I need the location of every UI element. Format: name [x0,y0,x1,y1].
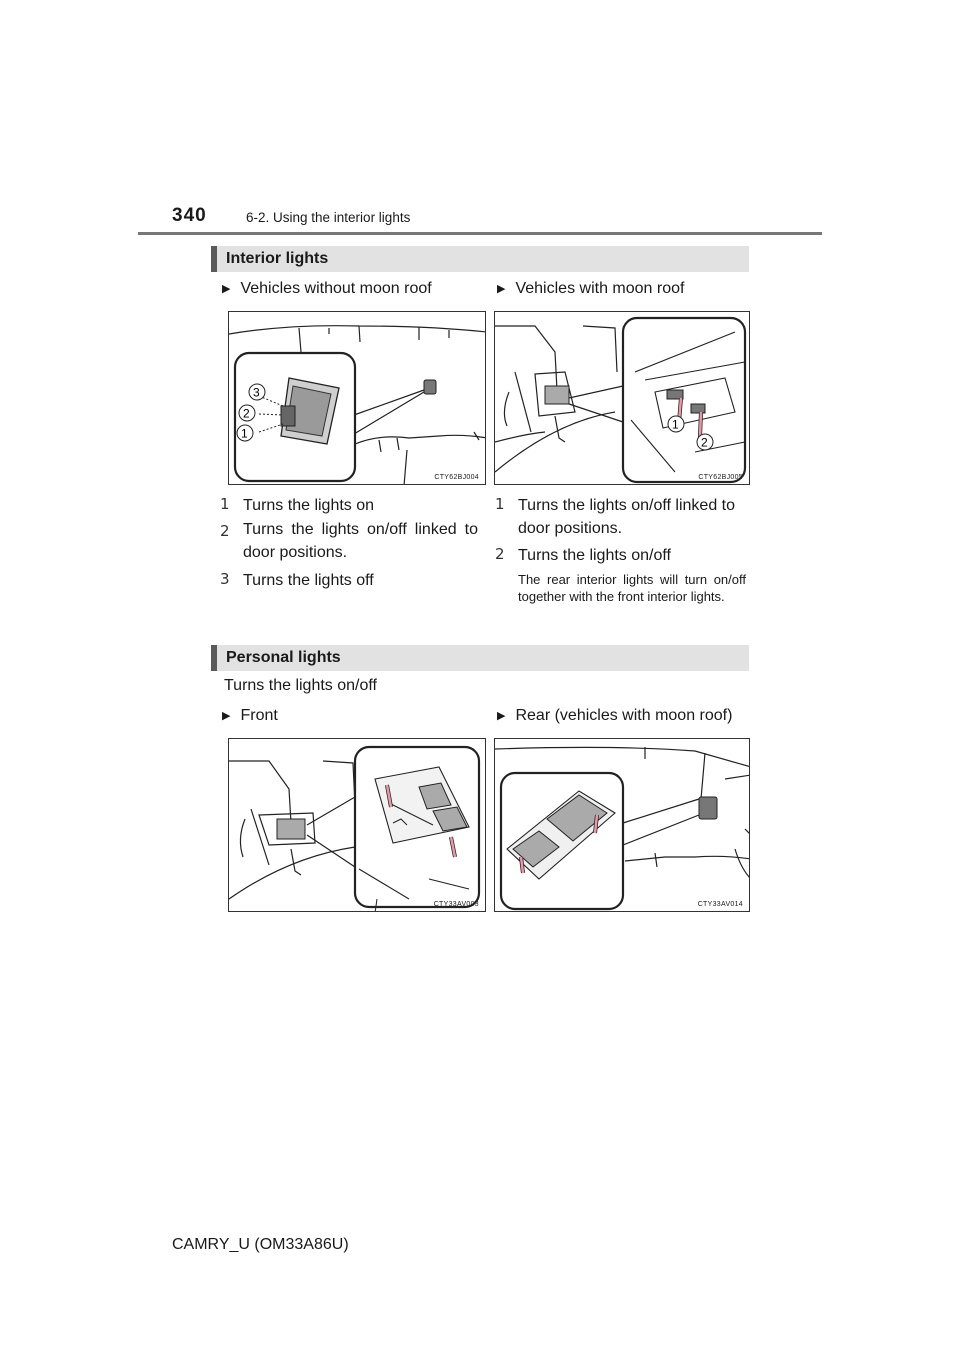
figure-code: CTY62BJ004 [434,474,479,481]
personal-light-front-illustration [229,739,486,912]
step-marker-2: 2 [495,545,505,563]
personal-lights-title: Personal lights [226,649,341,666]
triangle-bullet-icon: ▶ [497,710,506,722]
triangle-bullet-icon: ▶ [222,710,231,722]
personal-light-figure-front [228,738,486,912]
subhead-front-label: Front [240,707,278,724]
figure-code: CTY33AV003 [433,901,479,908]
interior-light-figure-moonroof [494,311,750,485]
step-marker-1: 1 [495,495,505,513]
page-number: 340 [172,205,207,226]
subhead-moonroof-label: Vehicles with moon roof [515,280,685,297]
step-text-door-linked: Turns the lights on/off linked to door positions. [243,521,478,561]
svg-text:3: 3 [253,385,260,400]
step-text-door-linked: Turns the lights on/off linked to door positions. [518,497,736,537]
triangle-bullet-icon: ▶ [222,283,231,295]
personal-lights-description: Turns the lights on/off [224,677,377,694]
personal-light-figure-rear [494,738,750,912]
subhead-no-moonroof-label: Vehicles without moon roof [240,280,432,297]
interior-light-moonroof-illustration [495,312,750,485]
triangle-bullet-icon: ▶ [497,283,506,295]
interior-lights-heading [211,246,749,272]
step-text-on-off: Turns the lights on/off [518,547,671,564]
step-text-lights-off: Turns the lights off [243,572,374,589]
interior-light-figure-no-moonroof [228,311,486,485]
personal-lights-heading [211,645,749,671]
figure-code: CTY62BJ005 [698,474,743,481]
figure-code: CTY33AV014 [697,901,743,908]
step-marker-1: 1 [220,495,230,513]
svg-text:2: 2 [701,435,708,450]
footer-model: CAMRY_U (OM33A86U) [172,1236,349,1253]
interior-lights-title: Interior lights [226,250,329,267]
step-marker-2: 2 [220,522,230,540]
step-text-lights-on: Turns the lights on [243,497,375,514]
subhead-rear-label: Rear (vehicles with moon roof) [515,707,733,724]
svg-text:2: 2 [243,406,250,421]
section-title: 6-2. Using the interior lights [246,210,411,225]
subhead-front [222,707,278,725]
interior-light-illustration [229,312,486,485]
note-rear-lights: The rear interior lights will turn on/off together with the front interior lights. [518,572,746,604]
step-marker-3: 3 [220,570,230,588]
svg-text:1: 1 [672,417,679,432]
svg-text:1: 1 [241,426,248,441]
subhead-moonroof [497,280,684,298]
personal-light-rear-illustration [495,739,750,912]
subhead-rear [497,707,732,725]
subhead-no-moonroof [222,280,432,298]
header-divider [138,232,822,235]
